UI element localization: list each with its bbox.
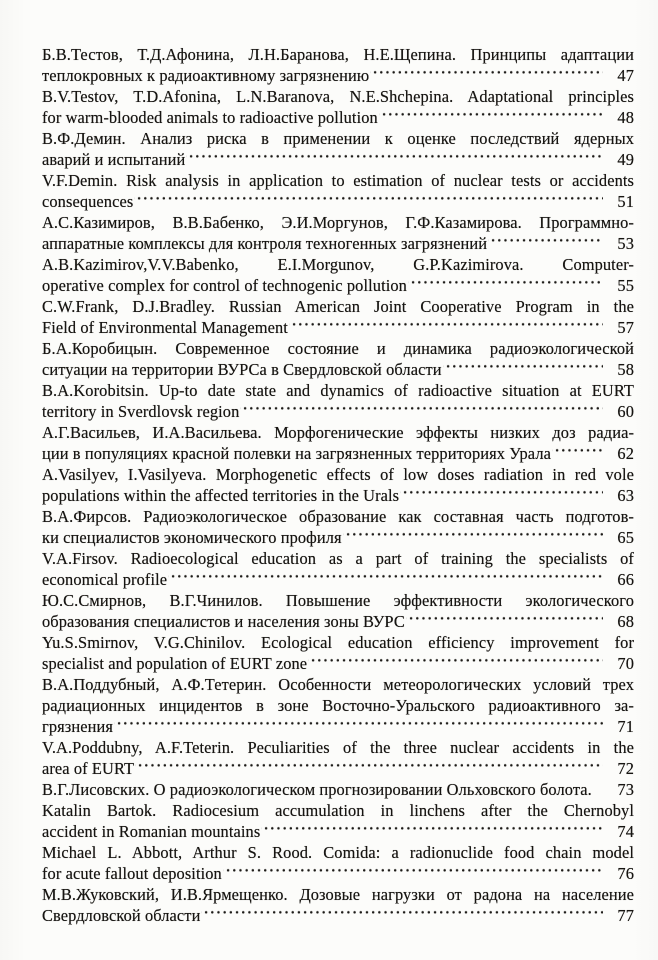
toc-entry-text: A.B.Kazimirov,V.V.Babenko, E.I.Morgunov, G.P.Kazimirova. Computer- <box>42 255 634 274</box>
page-number: 71 <box>617 717 634 736</box>
dotted-leader <box>134 191 603 212</box>
dotted-leader <box>593 779 603 800</box>
page-number: 51 <box>617 192 634 211</box>
toc-line <box>42 233 634 254</box>
toc-entry-text: for acute fallout deposition <box>42 864 222 883</box>
toc-entry-text: ситуации на территории ВУРСа в Свердловской области <box>42 360 442 379</box>
dotted-leader <box>379 107 603 128</box>
toc-line <box>42 128 634 149</box>
toc-entry-text: аппаратные комплексы для контроля техногенных загрязнений <box>42 234 488 253</box>
toc-entry-text: Yu.S.Smirnov, V.G.Chinilov. Ecological education efficiency improvement for <box>42 633 634 652</box>
page-number: 49 <box>617 150 634 169</box>
toc-entry-text: ки специалистов экономического профиля <box>42 528 342 547</box>
dotted-leader <box>308 653 603 674</box>
toc-entry-text: В.А.Поддубный, А.Ф.Тетерин. Особенности метеорологических условий трех <box>42 675 634 694</box>
toc-entry-text: specialist and population of EURT zone <box>42 654 308 673</box>
toc-line <box>42 149 634 170</box>
toc-line <box>42 842 634 863</box>
toc-line <box>42 401 634 422</box>
toc-line <box>42 527 634 548</box>
page-number: 70 <box>617 654 634 673</box>
toc-entry-text: В.Ф.Демин. Анализ риска в применении к оценке последствий ядерных <box>42 129 634 148</box>
dotted-leader <box>488 233 603 254</box>
toc-entry-text: V.A.Poddubny, A.F.Teterin. Peculiarities of the three nuclear accidents in the <box>42 738 634 757</box>
toc-entry-text: accident in Romanian mountains <box>42 822 261 841</box>
toc-line <box>42 590 634 611</box>
toc-entry-text: C.W.Frank, D.J.Bradley. Russian American Joint Cooperative Program in the <box>42 297 634 316</box>
page-number: 76 <box>617 864 634 883</box>
dotted-leader <box>552 443 603 464</box>
toc-entry-text: territory in Sverdlovsk region <box>42 402 240 421</box>
dotted-leader <box>223 863 603 884</box>
dotted-leader <box>201 905 603 926</box>
toc-line <box>42 359 634 380</box>
toc-entry-text: A.Vasilyev, I.Vasilyeva. Morphogenetic effects of low doses radiation in red vole <box>42 465 634 484</box>
toc-entry-text: V.A.Firsov. Radioecological education as a part of training the specialists of <box>42 549 634 568</box>
toc-entry-text: А.Г.Васильев, И.А.Васильева. Морфогенические эффекты низких доз радиа- <box>42 423 634 442</box>
toc-line <box>42 464 634 485</box>
toc-line <box>42 485 634 506</box>
dotted-leader <box>406 611 603 632</box>
page-number: 58 <box>617 360 634 379</box>
dotted-leader <box>240 401 603 422</box>
toc-line <box>42 674 634 695</box>
toc-entry-text: Katalin Bartok. Radiocesium accumulation in linchens after the Chernobyl <box>42 801 634 820</box>
toc-line <box>42 737 634 758</box>
toc-entry-text: А.С.Казимиров, В.В.Бабенко, Э.И.Моргунов, Г.Ф.Казамирова. Программно- <box>42 213 634 232</box>
toc-line <box>42 191 634 212</box>
toc-line <box>42 296 634 317</box>
toc-line <box>42 443 634 464</box>
toc-entry-text: operative complex for control of technogenic pollution <box>42 276 407 295</box>
toc-entry-text: V.F.Demin. Risk analysis in application to estimation of nuclear tests or accidents <box>42 171 634 190</box>
page-number: 47 <box>617 66 634 85</box>
toc-entry-text: ции в популяциях красной полевки на загрязненных территориях Урала <box>42 444 551 463</box>
toc-line <box>42 212 634 233</box>
toc-line <box>42 905 634 926</box>
dotted-leader <box>370 65 603 86</box>
dotted-leader <box>186 149 603 170</box>
page-number: 63 <box>617 486 634 505</box>
toc-entry-text: Field of Environmental Management <box>42 318 288 337</box>
toc-line <box>42 695 634 716</box>
toc-entry-text: аварий и испытаний <box>42 150 186 169</box>
toc-entry-text: образования специалистов и населения зоны ВУРС <box>42 612 405 631</box>
toc-line <box>42 569 634 590</box>
page-number: 48 <box>617 108 634 127</box>
dotted-leader <box>114 716 603 737</box>
toc-line <box>42 44 634 65</box>
toc-line <box>42 338 634 359</box>
page-number: 73 <box>617 780 634 799</box>
page-number: 65 <box>617 528 634 547</box>
toc-line <box>42 716 634 737</box>
page-number: 57 <box>617 318 634 337</box>
toc-line <box>42 800 634 821</box>
toc-line <box>42 758 634 779</box>
toc-line <box>42 170 634 191</box>
toc-line <box>42 821 634 842</box>
page-number: 55 <box>617 276 634 295</box>
dotted-leader <box>408 275 603 296</box>
toc-line <box>42 65 634 86</box>
toc-line <box>42 254 634 275</box>
toc-entry-text: area of EURT <box>42 759 135 778</box>
toc-entry-text: Б.А.Коробицын. Современное состояние и динамика радиоэкологической <box>42 339 634 358</box>
toc-entry-text: Ю.С.Смирнов, В.Г.Чинилов. Повышение эффективности экологического <box>42 591 634 610</box>
page-number: 66 <box>617 570 634 589</box>
toc-line <box>42 107 634 128</box>
toc-line <box>42 317 634 338</box>
toc-entry-text: радиационных инцидентов в зоне Восточно-Уральского радиоактивного за- <box>42 696 634 715</box>
toc-entry-text: consequences <box>42 192 134 211</box>
dotted-leader <box>443 359 603 380</box>
page-number: 62 <box>617 444 634 463</box>
toc-line <box>42 422 634 443</box>
toc-line <box>42 884 634 905</box>
page-number: 77 <box>617 906 634 925</box>
toc-entry-text: грязнения <box>42 717 113 736</box>
toc-entry-text: М.В.Жуковский, И.В.Ярмещенко. Дозовые нагрузки от радона на население <box>42 885 634 904</box>
page-number: 53 <box>617 234 634 253</box>
toc-entry-text: economical profile <box>42 570 168 589</box>
toc-entry-text: В.Г.Лисовских. О радиоэкологическом прогнозировании Ольховского болота. <box>42 780 592 799</box>
toc-entry-text: В.А.Фирсов. Радиоэкологическое образование как составная часть подготов- <box>42 507 634 526</box>
page-number: 60 <box>617 402 634 421</box>
dotted-leader <box>261 821 603 842</box>
toc-line <box>42 86 634 107</box>
toc-entry-text: теплокровных к радиоактивному загрязнению <box>42 66 370 85</box>
toc-entry-text: Свердловской области <box>42 906 201 925</box>
page-number: 68 <box>617 612 634 631</box>
toc-line <box>42 779 634 800</box>
page-number: 72 <box>617 759 634 778</box>
dotted-leader <box>400 485 603 506</box>
toc-line <box>42 611 634 632</box>
toc-line <box>42 653 634 674</box>
toc-entry-text: B.A.Korobitsin. Up-to date state and dynamics of radioactive situation at EURT <box>42 381 634 400</box>
toc-line <box>42 632 634 653</box>
toc-entry-text: populations within the affected territories in the Urals <box>42 486 400 505</box>
dotted-leader <box>168 569 603 590</box>
dotted-leader <box>289 317 603 338</box>
toc-line <box>42 380 634 401</box>
toc-entry-text: Michael L. Abbott, Arthur S. Rood. Comida: a radionuclide food chain model <box>42 843 634 862</box>
toc-line <box>42 548 634 569</box>
dotted-leader <box>343 527 603 548</box>
toc-line <box>42 506 634 527</box>
toc-entry-text: Б.В.Тестов, Т.Д.Афонина, Л.Н.Баранова, Н.Е.Щепина. Принципы адаптации <box>42 45 634 64</box>
dotted-leader <box>135 758 603 779</box>
toc-line <box>42 863 634 884</box>
page-number: 74 <box>617 822 634 841</box>
toc-entry-text: B.V.Testov, T.D.Afonina, L.N.Baranova, N.E.Shchepina. Adaptational principles <box>42 87 634 106</box>
toc-line <box>42 275 634 296</box>
toc-list <box>42 44 634 926</box>
toc-entry-text: for warm-blooded animals to radioactive pollution <box>42 108 378 127</box>
